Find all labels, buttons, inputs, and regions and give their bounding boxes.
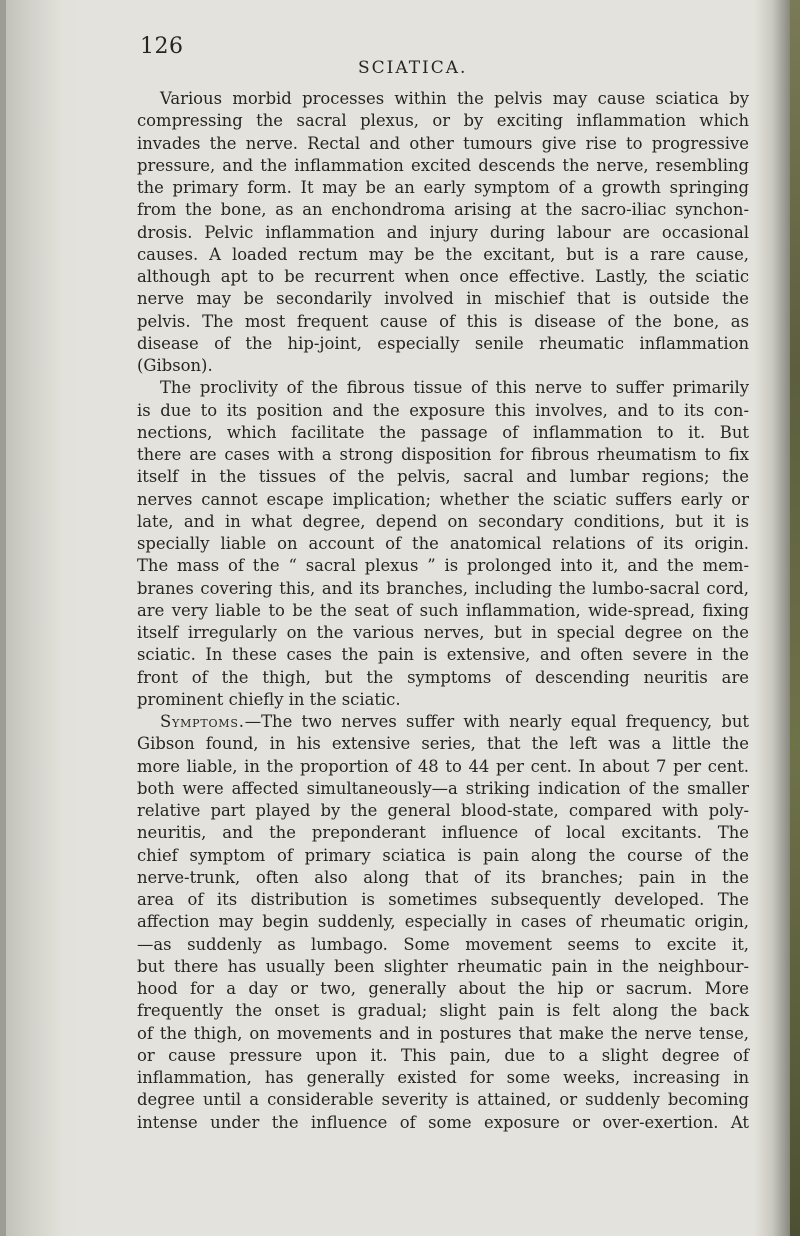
text-line: sciatic. In these cases the pain is extensive, and often severe in the — [137, 645, 749, 665]
text-fragment: —The two nerves suffer with nearly equal frequency, but — [244, 712, 749, 731]
text-line — [137, 711, 749, 733]
text-line: Gibson found, in his extensive series, that the left was a little the — [137, 734, 749, 754]
text-line: pressure, and the inflammation excited descends the nerve, resembling — [137, 155, 749, 175]
text-line: specially liable on account of the anatomical relations of its origin. — [137, 534, 749, 553]
text-line: late, and in what degree, depend on secondary conditions, but it is — [137, 511, 749, 531]
text-line: relative part played by the general blood-state, compared with poly- — [137, 801, 749, 820]
running-head: SCIATICA. — [358, 58, 468, 78]
text-line: nerve-trunk, often also along that of its branches; pain in the — [137, 867, 749, 887]
text-line: both were affected simultaneously—a striking indication of the smaller — [137, 778, 749, 798]
text-line: neuritis, and the preponderant influence of local excitants. The — [137, 823, 749, 843]
text-line: the primary form. It may be an early symptom of a growth springing — [137, 178, 749, 197]
text-line: prominent chiefly in the sciatic. — [137, 689, 401, 709]
text-line: invades the nerve. Rectal and other tumours give rise to progressive — [137, 133, 749, 153]
text-line: are very liable to be the seat of such inflammation, wide-spread, fixing — [137, 600, 749, 620]
section-heading-symptoms: Symptoms. — [160, 712, 245, 731]
body-text — [137, 88, 749, 1134]
page-number: 126 — [140, 34, 184, 59]
text-line: is due to its position and the exposure this involves, and to its con- — [137, 400, 749, 420]
text-line: from the bone, as an enchondroma arising at the sacro-iliac synchon- — [137, 200, 749, 220]
text-line: although apt to be recurrent when once effective. Lastly, the sciatic — [137, 267, 749, 286]
text-line: compressing the sacral plexus, or by exciting inflammation which — [137, 111, 749, 131]
text-line: itself irregularly on the various nerves, but in special degree on the — [137, 623, 749, 642]
text-line: of the thigh, on movements and in postures that make the nerve tense, — [137, 1023, 749, 1043]
text-line: frequently the onset is gradual; slight pain is felt along the back — [137, 1001, 749, 1021]
text-line: (Gibson). — [137, 356, 213, 375]
text-line: affection may begin suddenly, especially in cases of rheumatic origin, — [137, 912, 749, 932]
text-line: Various morbid processes within the pelvis may cause sciatica by — [160, 89, 749, 108]
text-line: itself in the tissues of the pelvis, sacral and lumbar regions; the — [137, 467, 749, 487]
text-line: causes. A loaded rectum may be the excitant, but is a rare cause, — [137, 244, 749, 264]
text-line: The mass of the “ sacral plexus ” is prolonged into it, and the mem- — [137, 556, 749, 576]
text-line: pelvis. The most frequent cause of this is disease of the bone, as — [137, 311, 749, 331]
text-line: but there has usually been slighter rheumatic pain in the neighbour- — [137, 956, 749, 976]
text-line: disease of the hip-joint, especially senile rheumatic inflammation — [137, 333, 749, 353]
text-line: more liable, in the proportion of 48 to 44 per cent. In about 7 per cent. — [137, 756, 749, 776]
page-header — [0, 34, 800, 78]
text-line: nerve may be secondarily involved in mischief that is outside the — [137, 289, 749, 309]
text-line: front of the thigh, but the symptoms of descending neuritis are — [137, 667, 749, 687]
text-line: The proclivity of the fibrous tissue of this nerve to suffer primarily — [160, 378, 749, 398]
text-line: —as suddenly as lumbago. Some movement seems to excite it, — [137, 934, 749, 954]
text-line: nections, which facilitate the passage of inflammation to it. But — [137, 422, 749, 442]
text-line: inflammation, has generally existed for some weeks, increasing in — [137, 1068, 749, 1087]
text-line: there are cases with a strong disposition for fibrous rheumatism to fix — [137, 445, 749, 464]
text-line: drosis. Pelvic inflammation and injury during labour are occasional — [137, 222, 749, 242]
text-line: intense under the influence of some exposure or over-exertion. At — [137, 1112, 749, 1132]
text-line: degree until a considerable severity is attained, or suddenly becoming — [137, 1090, 749, 1110]
text-line: hood for a day or two, generally about the hip or sacrum. More — [137, 979, 749, 998]
text-line: or cause pressure upon it. This pain, due to a slight degree of — [137, 1045, 749, 1065]
text-line: branes covering this, and its branches, including the lumbo-sacral cord, — [137, 578, 749, 598]
text-line: area of its distribution is sometimes subsequently developed. The — [137, 890, 749, 909]
text-line: nerves cannot escape implication; whether the sciatic suffers early or — [137, 489, 749, 509]
text-line: chief symptom of primary sciatica is pain along the course of the — [137, 845, 749, 865]
